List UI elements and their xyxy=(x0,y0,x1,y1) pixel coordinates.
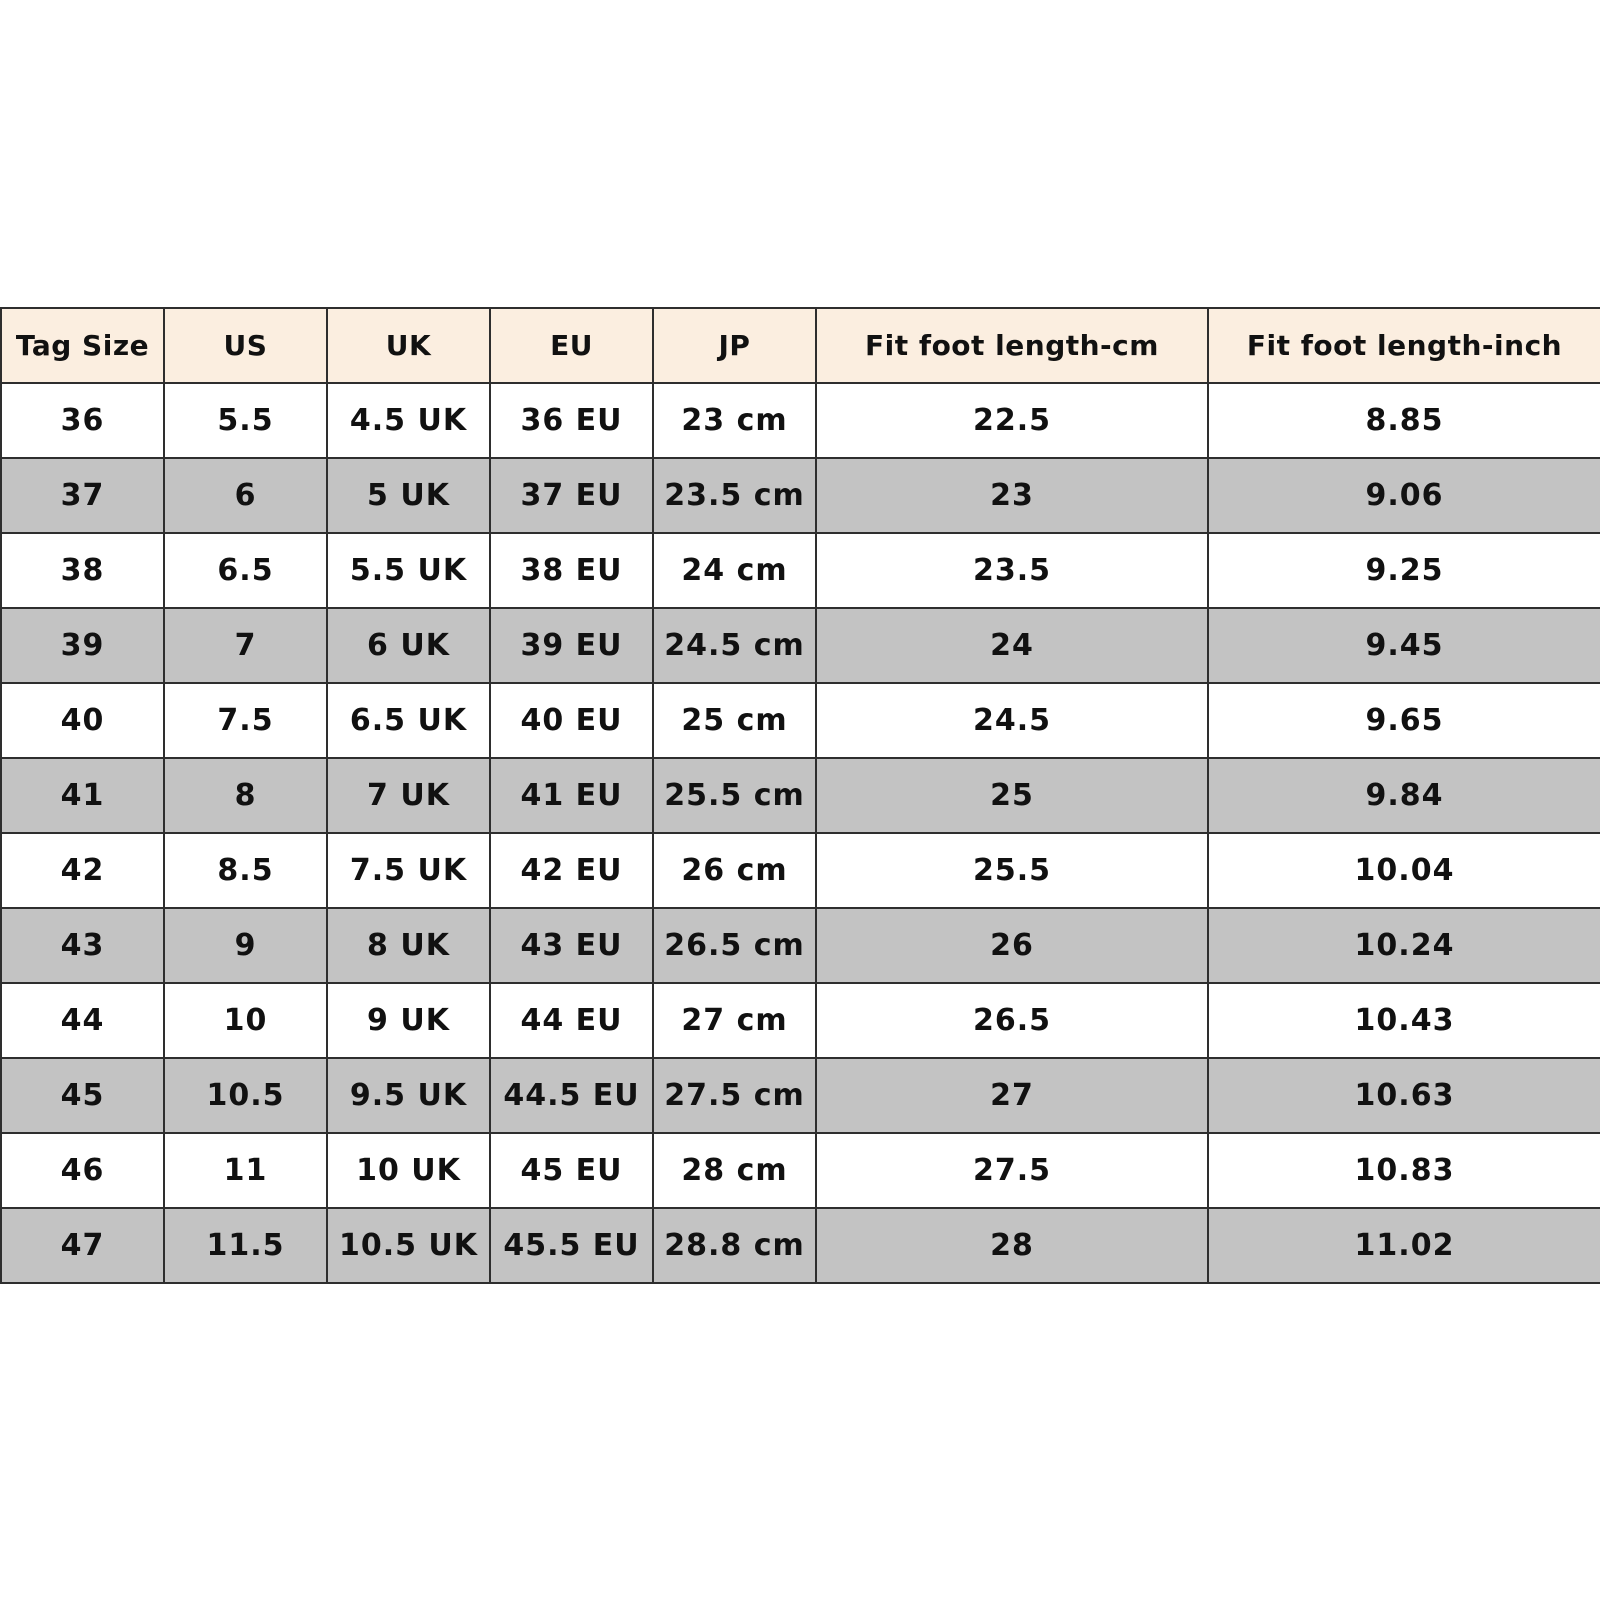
cell-us: 7 xyxy=(164,608,327,683)
cell-fit-foot-length-inch: 10.83 xyxy=(1208,1133,1600,1208)
cell-fit-foot-length-cm: 23 xyxy=(816,458,1208,533)
cell-uk: 4.5 UK xyxy=(327,383,490,458)
cell-fit-foot-length-cm: 26.5 xyxy=(816,983,1208,1058)
cell-jp: 23.5 cm xyxy=(653,458,816,533)
cell-us: 11.5 xyxy=(164,1208,327,1283)
cell-uk: 5 UK xyxy=(327,458,490,533)
cell-uk: 8 UK xyxy=(327,908,490,983)
cell-tag-size: 42 xyxy=(1,833,164,908)
cell-fit-foot-length-inch: 10.24 xyxy=(1208,908,1600,983)
cell-jp: 28.8 cm xyxy=(653,1208,816,1283)
cell-tag-size: 43 xyxy=(1,908,164,983)
cell-fit-foot-length-cm: 26 xyxy=(816,908,1208,983)
cell-uk: 7 UK xyxy=(327,758,490,833)
cell-tag-size: 44 xyxy=(1,983,164,1058)
cell-us: 10 xyxy=(164,983,327,1058)
column-header-jp: JP xyxy=(653,308,816,383)
cell-jp: 26 cm xyxy=(653,833,816,908)
cell-uk: 9 UK xyxy=(327,983,490,1058)
cell-jp: 24.5 cm xyxy=(653,608,816,683)
cell-jp: 26.5 cm xyxy=(653,908,816,983)
cell-tag-size: 38 xyxy=(1,533,164,608)
cell-us: 8.5 xyxy=(164,833,327,908)
cell-eu: 45.5 EU xyxy=(490,1208,653,1283)
cell-fit-foot-length-cm: 24.5 xyxy=(816,683,1208,758)
cell-us: 5.5 xyxy=(164,383,327,458)
cell-fit-foot-length-cm: 25.5 xyxy=(816,833,1208,908)
cell-fit-foot-length-cm: 23.5 xyxy=(816,533,1208,608)
cell-uk: 10.5 UK xyxy=(327,1208,490,1283)
table-row xyxy=(1,833,1600,908)
cell-eu: 44 EU xyxy=(490,983,653,1058)
cell-uk: 10 UK xyxy=(327,1133,490,1208)
cell-tag-size: 47 xyxy=(1,1208,164,1283)
cell-eu: 36 EU xyxy=(490,383,653,458)
cell-uk: 5.5 UK xyxy=(327,533,490,608)
cell-eu: 45 EU xyxy=(490,1133,653,1208)
cell-us: 9 xyxy=(164,908,327,983)
cell-tag-size: 37 xyxy=(1,458,164,533)
cell-tag-size: 39 xyxy=(1,608,164,683)
cell-fit-foot-length-inch: 9.84 xyxy=(1208,758,1600,833)
cell-fit-foot-length-inch: 9.06 xyxy=(1208,458,1600,533)
cell-eu: 44.5 EU xyxy=(490,1058,653,1133)
cell-eu: 39 EU xyxy=(490,608,653,683)
cell-fit-foot-length-inch: 9.25 xyxy=(1208,533,1600,608)
cell-tag-size: 46 xyxy=(1,1133,164,1208)
column-header-us: US xyxy=(164,308,327,383)
cell-jp: 23 cm xyxy=(653,383,816,458)
cell-jp: 24 cm xyxy=(653,533,816,608)
cell-jp: 27.5 cm xyxy=(653,1058,816,1133)
cell-eu: 40 EU xyxy=(490,683,653,758)
header-row xyxy=(1,308,1600,383)
cell-jp: 25.5 cm xyxy=(653,758,816,833)
cell-fit-foot-length-cm: 25 xyxy=(816,758,1208,833)
cell-tag-size: 45 xyxy=(1,1058,164,1133)
cell-us: 11 xyxy=(164,1133,327,1208)
cell-fit-foot-length-cm: 24 xyxy=(816,608,1208,683)
cell-fit-foot-length-inch: 10.43 xyxy=(1208,983,1600,1058)
cell-tag-size: 36 xyxy=(1,383,164,458)
table-row xyxy=(1,1133,1600,1208)
cell-jp: 25 cm xyxy=(653,683,816,758)
cell-uk: 9.5 UK xyxy=(327,1058,490,1133)
table-body xyxy=(1,383,1600,1283)
cell-us: 6 xyxy=(164,458,327,533)
table-row xyxy=(1,458,1600,533)
cell-fit-foot-length-cm: 28 xyxy=(816,1208,1208,1283)
cell-uk: 6 UK xyxy=(327,608,490,683)
cell-fit-foot-length-inch: 9.65 xyxy=(1208,683,1600,758)
cell-fit-foot-length-cm: 27 xyxy=(816,1058,1208,1133)
column-header-fit-foot-length-cm: Fit foot length-cm xyxy=(816,308,1208,383)
table-row xyxy=(1,383,1600,458)
cell-tag-size: 40 xyxy=(1,683,164,758)
cell-us: 10.5 xyxy=(164,1058,327,1133)
cell-fit-foot-length-cm: 27.5 xyxy=(816,1133,1208,1208)
cell-fit-foot-length-cm: 22.5 xyxy=(816,383,1208,458)
table-row xyxy=(1,608,1600,683)
cell-jp: 28 cm xyxy=(653,1133,816,1208)
cell-eu: 38 EU xyxy=(490,533,653,608)
cell-us: 6.5 xyxy=(164,533,327,608)
cell-eu: 43 EU xyxy=(490,908,653,983)
cell-tag-size: 41 xyxy=(1,758,164,833)
cell-fit-foot-length-inch: 8.85 xyxy=(1208,383,1600,458)
table-row xyxy=(1,1058,1600,1133)
table-row xyxy=(1,533,1600,608)
cell-uk: 6.5 UK xyxy=(327,683,490,758)
table-row xyxy=(1,1208,1600,1283)
cell-us: 7.5 xyxy=(164,683,327,758)
table-header xyxy=(1,308,1600,383)
table-row xyxy=(1,758,1600,833)
column-header-uk: UK xyxy=(327,308,490,383)
cell-eu: 42 EU xyxy=(490,833,653,908)
table-row xyxy=(1,683,1600,758)
table-row xyxy=(1,908,1600,983)
column-header-fit-foot-length-inch: Fit foot length-inch xyxy=(1208,308,1600,383)
cell-us: 8 xyxy=(164,758,327,833)
cell-fit-foot-length-inch: 11.02 xyxy=(1208,1208,1600,1283)
cell-eu: 37 EU xyxy=(490,458,653,533)
cell-eu: 41 EU xyxy=(490,758,653,833)
cell-fit-foot-length-inch: 10.04 xyxy=(1208,833,1600,908)
cell-fit-foot-length-inch: 9.45 xyxy=(1208,608,1600,683)
cell-uk: 7.5 UK xyxy=(327,833,490,908)
cell-fit-foot-length-inch: 10.63 xyxy=(1208,1058,1600,1133)
size-chart-table xyxy=(0,307,1600,1284)
column-header-tag-size: Tag Size xyxy=(1,308,164,383)
cell-jp: 27 cm xyxy=(653,983,816,1058)
column-header-eu: EU xyxy=(490,308,653,383)
table-row xyxy=(1,983,1600,1058)
